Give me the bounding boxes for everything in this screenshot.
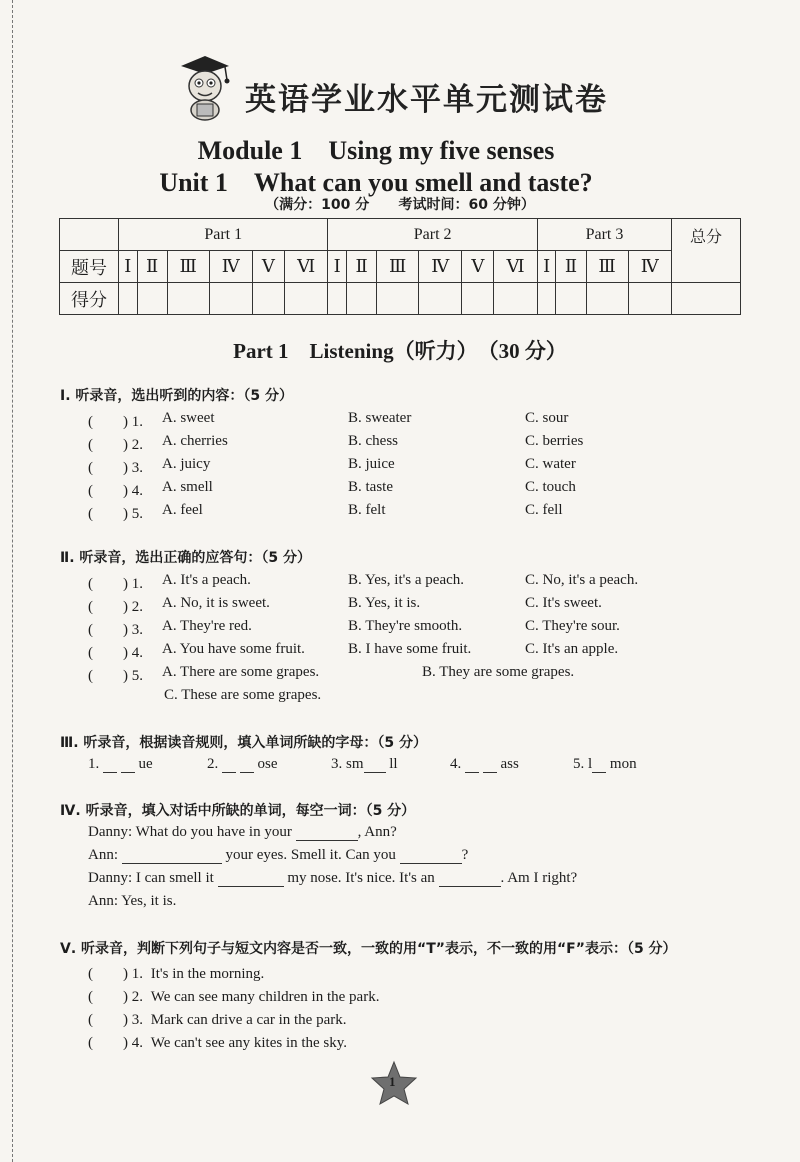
col-p3-1: Ⅰ — [537, 251, 556, 283]
col-p3-3: Ⅲ — [586, 251, 628, 283]
option-a: A. feel — [162, 502, 203, 518]
score-cell[interactable] — [328, 283, 347, 315]
list-item — [88, 1031, 347, 1052]
option-c: C. fell — [525, 502, 563, 518]
col-p2-6: Ⅵ — [494, 251, 538, 283]
option-c: C. No, it's a peach. — [525, 572, 639, 588]
option-b: B. juice — [348, 456, 395, 472]
list-item — [88, 985, 379, 1006]
score-cell[interactable] — [628, 283, 671, 315]
score-cell[interactable] — [209, 283, 252, 315]
word-blank[interactable] — [296, 840, 358, 841]
col-p3-4: Ⅳ — [628, 251, 671, 283]
option-c: C. sour — [525, 410, 569, 426]
item-number[interactable]: ( ) 4. — [88, 1035, 143, 1051]
fill-item: 5. l mon — [573, 756, 637, 772]
option-b: B. They are some grapes. — [422, 664, 575, 680]
option-c: C. It's an apple. — [525, 641, 619, 657]
option-b: B. chess — [348, 433, 398, 449]
section-2-title: Ⅱ. 听录音，选出正确的应答句：（5 分） — [60, 550, 312, 566]
statement-text: We can't see any kites in the sky. — [150, 1035, 348, 1051]
option-b: B. Yes, it is. — [348, 595, 421, 611]
letter-blank[interactable] — [592, 772, 606, 773]
item-number[interactable]: ( ) 1. — [88, 414, 143, 430]
option-c: C. They're sour. — [525, 618, 620, 634]
item-number[interactable]: ( ) 1. — [88, 576, 143, 592]
score-cell[interactable] — [346, 283, 376, 315]
score-cell[interactable] — [252, 283, 284, 315]
option-a: A. smell — [162, 479, 213, 495]
score-row — [60, 283, 741, 315]
score-cell[interactable] — [462, 283, 494, 315]
dialogue-line: Ann: Yes, it is. — [88, 893, 177, 909]
fill-item: 3. sm ll — [331, 756, 398, 772]
section-4-title: Ⅳ. 听录音，填入对话中所缺的单词，每空一词：（5 分） — [60, 803, 416, 819]
fill-item: 2. ose — [207, 756, 278, 772]
graduation-mascot-icon — [175, 52, 233, 122]
full-score: （满分：100 分 — [265, 197, 370, 213]
col-p2-5: Ⅴ — [462, 251, 494, 283]
fill-item: 1. ue — [88, 756, 153, 772]
score-cell[interactable] — [377, 283, 419, 315]
list-item — [88, 1008, 347, 1029]
dialogue-line: Danny: What do you have in your , Ann? — [88, 824, 397, 840]
col-p1-3: Ⅲ — [167, 251, 209, 283]
option-c: C. water — [525, 456, 576, 472]
letter-blank[interactable] — [103, 772, 117, 773]
option-b: B. taste — [348, 479, 393, 495]
option-a: A. No, it is sweet. — [162, 595, 270, 611]
option-a: A. cherries — [162, 433, 228, 449]
dialogue-line: Danny: I can smell it my nose. It's nice. It's an . Am I right? — [88, 870, 578, 886]
letter-blank[interactable] — [222, 772, 236, 773]
score-row-label: 得分 — [60, 283, 119, 315]
word-blank[interactable] — [218, 886, 284, 887]
part3-header: Part 3 — [537, 219, 671, 251]
option-a: A. sweet — [162, 410, 215, 426]
option-a: A. juicy — [162, 456, 211, 472]
letter-blank[interactable] — [121, 772, 135, 773]
score-cell[interactable] — [556, 283, 586, 315]
part1-header: Part 1 — [119, 219, 328, 251]
document-title: 英语学业水平单元测试卷 — [245, 82, 608, 118]
col-p2-1: Ⅰ — [328, 251, 347, 283]
exam-info — [0, 194, 800, 214]
word-blank[interactable] — [122, 863, 222, 864]
part1-title: Part 1 Listening（听力） — [233, 339, 478, 363]
total-header: 总分 — [672, 219, 741, 283]
word-blank[interactable] — [439, 886, 501, 887]
col-p1-1: Ⅰ — [119, 251, 138, 283]
item-number[interactable]: ( ) 1. — [88, 966, 143, 982]
col-p3-2: Ⅱ — [556, 251, 586, 283]
score-cell[interactable] — [537, 283, 556, 315]
option-a: A. It's a peach. — [162, 572, 251, 588]
part1-heading — [0, 335, 800, 365]
total-score-cell[interactable] — [672, 283, 741, 315]
question-row-label: 题号 — [60, 251, 119, 283]
score-cell[interactable] — [284, 283, 328, 315]
score-cell[interactable] — [137, 283, 167, 315]
col-p1-2: Ⅱ — [137, 251, 167, 283]
dialogue-line: Ann: your eyes. Smell it. Can you ? — [88, 847, 469, 863]
list-item — [88, 962, 264, 983]
item-number[interactable]: ( ) 3. — [88, 622, 143, 638]
score-cell[interactable] — [586, 283, 628, 315]
option-a: A. There are some grapes. — [162, 664, 320, 680]
col-p1-5: Ⅴ — [252, 251, 284, 283]
item-number[interactable]: ( ) 5. — [88, 668, 143, 684]
option-b: B. They're smooth. — [348, 618, 463, 634]
option-b: B. Yes, it's a peach. — [348, 572, 465, 588]
col-p1-6: Ⅵ — [284, 251, 328, 283]
item-number[interactable]: ( ) 2. — [88, 989, 143, 1005]
letter-blank[interactable] — [364, 772, 386, 773]
part1-score: （30 分） — [477, 339, 567, 363]
item-number[interactable]: ( ) 3. — [88, 1012, 143, 1028]
table-corner-cell — [60, 219, 119, 251]
item-number[interactable]: ( ) 2. — [88, 599, 143, 615]
col-p2-2: Ⅱ — [346, 251, 376, 283]
module-title: Module 1 Using my five senses — [197, 136, 555, 165]
option-c: C. It's sweet. — [525, 595, 602, 611]
item-number[interactable]: ( ) 3. — [88, 460, 143, 476]
score-cell[interactable] — [494, 283, 538, 315]
score-cell[interactable] — [419, 283, 462, 315]
option-c: C. These are some grapes. — [164, 687, 322, 703]
section-3-title: Ⅲ. 听录音，根据读音规则，填入单词所缺的字母：（5 分） — [60, 735, 428, 751]
letter-blank[interactable] — [483, 772, 497, 773]
statement-text: It's in the morning. — [150, 966, 265, 982]
item-number[interactable]: ( ) 2. — [88, 437, 143, 453]
item-number[interactable]: ( ) 4. — [88, 645, 143, 661]
option-c: C. touch — [525, 479, 576, 495]
option-a: A. You have some fruit. — [162, 641, 305, 657]
score-table — [59, 218, 741, 315]
fill-item: 4. ass — [450, 756, 519, 772]
option-b: B. felt — [348, 502, 386, 518]
option-b: B. I have some fruit. — [348, 641, 472, 657]
item-number[interactable]: ( ) 5. — [88, 506, 143, 522]
statement-text: Mark can drive a car in the park. — [150, 1012, 347, 1028]
col-p2-3: Ⅲ — [377, 251, 419, 283]
col-p2-4: Ⅳ — [419, 251, 462, 283]
unit-title: Unit 1 What can you smell and taste? — [159, 168, 593, 197]
option-a: A. They're red. — [162, 618, 252, 634]
letter-blank[interactable] — [240, 772, 254, 773]
page-number: 1 — [389, 1074, 396, 1089]
statement-text: We can see many children in the park. — [150, 989, 380, 1005]
option-b: B. sweater — [348, 410, 412, 426]
item-number[interactable]: ( ) 4. — [88, 483, 143, 499]
score-cell[interactable] — [119, 283, 138, 315]
section-5-title: Ⅴ. 听录音，判断下列句子与短文内容是否一致，一致的用“T”表示，不一致的用“F”表示：（5 分） — [60, 941, 677, 957]
option-c: C. berries — [525, 433, 584, 449]
section-1-title: Ⅰ. 听录音，选出听到的内容：（5 分） — [60, 388, 294, 404]
score-cell[interactable] — [167, 283, 209, 315]
word-blank[interactable] — [400, 863, 462, 864]
col-p1-4: Ⅳ — [209, 251, 252, 283]
part2-header: Part 2 — [328, 219, 537, 251]
question-number-row — [60, 251, 741, 283]
exam-time: 考试时间：60 分钟） — [398, 197, 535, 213]
letter-blank[interactable] — [465, 772, 479, 773]
